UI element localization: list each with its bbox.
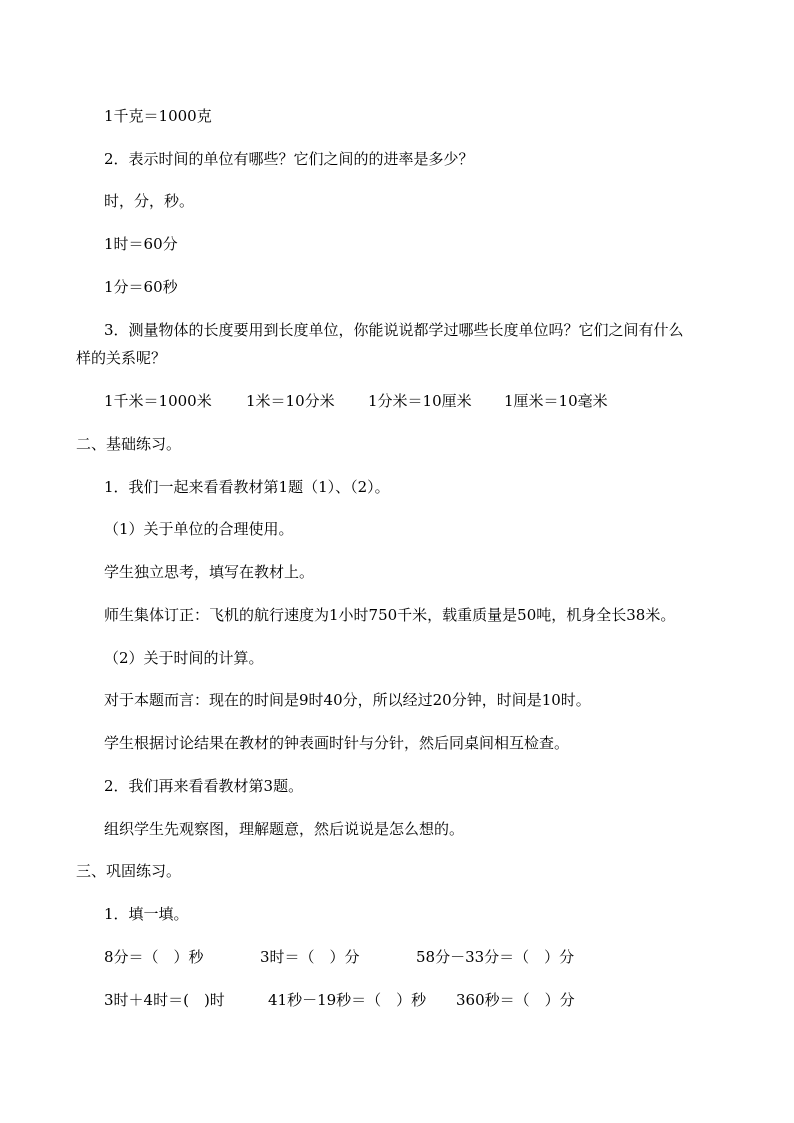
fill-blank-minute-subtraction: 58分－33分＝（ ）分 [416, 948, 575, 966]
exercise-fill-in: 1．填一填。 [104, 905, 189, 923]
question-length-units-continued: 样的关系呢？ [76, 349, 167, 367]
km-to-m-conversion: 1千米＝1000米 [104, 392, 212, 410]
exercise-textbook-question-3: 2．我们再来看看教材第3题。 [104, 777, 304, 795]
fill-blank-hours-to-minutes: 3时＝（ ）分 [260, 948, 360, 966]
cm-to-mm-conversion: 1厘米＝10毫米 [504, 392, 608, 410]
text-line-minute-conversion: 1分＝60秒 [104, 278, 178, 296]
text-line-independent-thinking: 学生独立思考，填写在教材上。 [104, 563, 315, 581]
text-line-observe-picture: 组织学生先观察图，理解题意，然后说说是怎么想的。 [104, 820, 465, 838]
fill-blank-hour-addition: 3时＋4时＝( )时 [104, 991, 225, 1009]
fill-blank-minutes-to-seconds: 8分＝（ ）秒 [104, 948, 204, 966]
dm-to-cm-conversion: 1分米＝10厘米 [368, 392, 472, 410]
section-heading-consolidation: 三、巩固练习。 [76, 862, 182, 880]
text-line-weight-conversion: 1千克＝1000克 [104, 107, 212, 125]
fill-blank-seconds-to-minutes: 360秒＝（ ）分 [456, 991, 575, 1009]
fill-in-row-1 [104, 946, 704, 968]
exercise-textbook-question-1: 1．我们一起来看看教材第1题（1）、（2）。 [104, 478, 390, 496]
text-line-hour-conversion: 1时＝60分 [104, 235, 178, 253]
fill-in-row-2 [104, 989, 704, 1011]
text-line-group-correction: 师生集体订正：飞机的航行速度为1小时750千米，载重质量是50吨，机身全长38米。 [104, 606, 676, 624]
text-line-time-answer: 对于本题而言：现在的时间是9时40分，所以经过20分钟，时间是10时。 [104, 691, 591, 709]
text-line-time-units: 时，分，秒。 [104, 192, 195, 210]
section-heading-basic-practice: 二、基础练习。 [76, 435, 182, 453]
m-to-dm-conversion: 1米＝10分米 [246, 392, 335, 410]
question-length-units: 3．测量物体的长度要用到长度单位，你能说说都学过哪些长度单位吗？它们之间有什么 [104, 321, 684, 339]
length-conversion-row [104, 390, 704, 412]
question-time-units: 2．表示时间的单位有哪些？它们之间的的进率是多少？ [104, 150, 474, 168]
text-line-clock-drawing: 学生根据讨论结果在教材的钟表画时针与分针，然后同桌间相互检查。 [104, 734, 570, 752]
subpoint-unit-usage: （1）关于单位的合理使用。 [104, 520, 294, 538]
subpoint-time-calculation: （2）关于时间的计算。 [104, 649, 264, 667]
fill-blank-second-subtraction: 41秒－19秒＝（ ）秒 [268, 991, 427, 1009]
